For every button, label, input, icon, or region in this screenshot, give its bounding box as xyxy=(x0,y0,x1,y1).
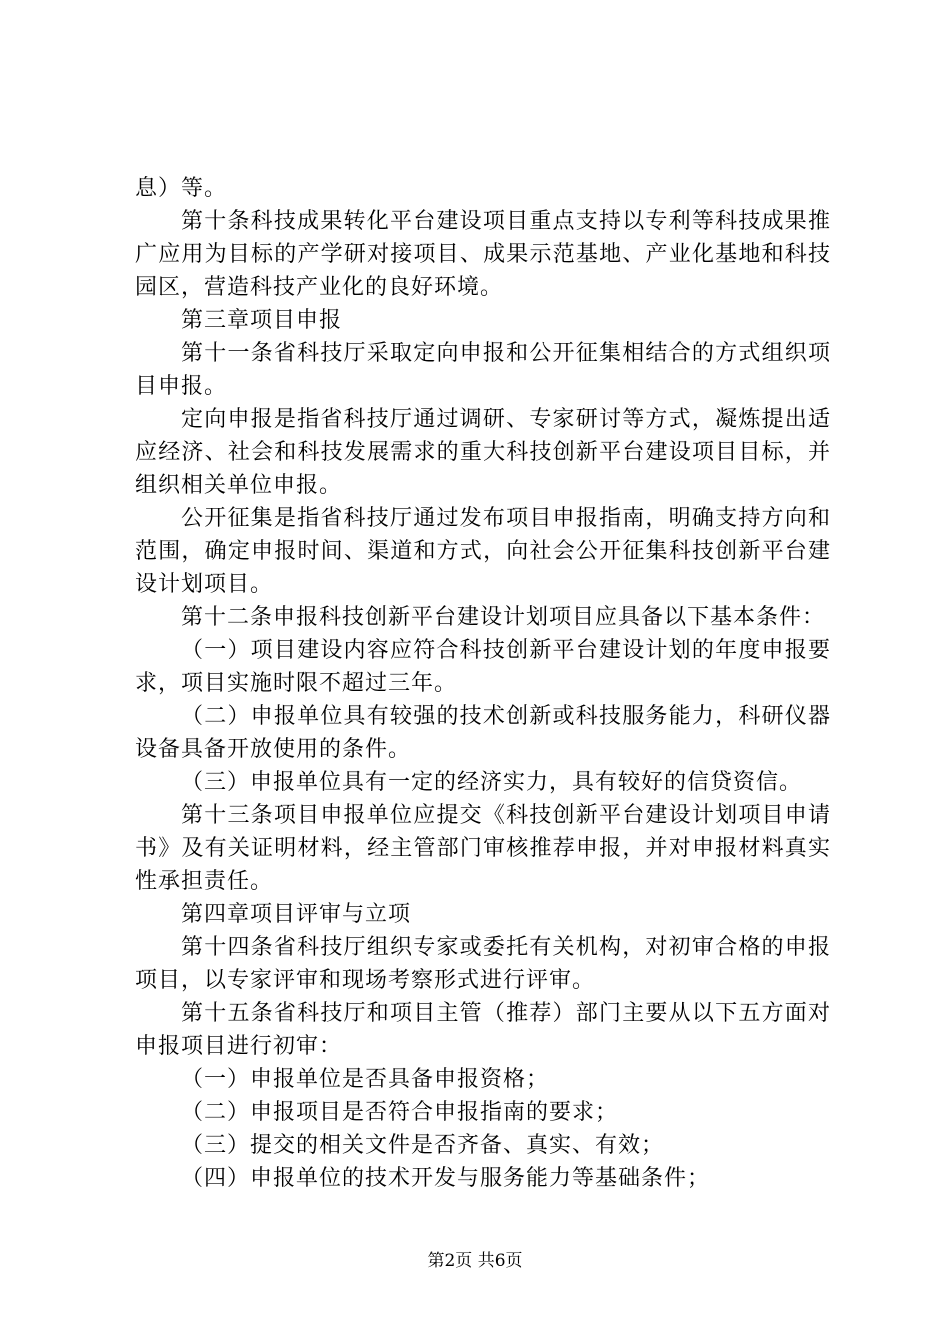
paragraph: 第十条科技成果转化平台建设项目重点支持以专利等科技成果推广应用为目标的产学研对接项目、成果示范基地、产业化基地和科技园区，营造科技产业化的良好环境。 xyxy=(135,209,831,300)
chapter-heading: 第四章项目评审与立项 xyxy=(181,902,412,927)
paragraph: （一）申报单位是否具备申报资格； xyxy=(181,1067,550,1092)
chapter-heading: 第三章项目申报 xyxy=(181,308,343,333)
paragraph: 定向申报是指省科技厅通过调研、专家研讨等方式，凝炼提出适应经济、社会和科技发展需求的重大科技创新平台建设项目目标，并组织相关单位申报。 xyxy=(135,407,831,498)
paragraph: 第十一条省科技厅采取定向申报和公开征集相结合的方式组织项目申报。 xyxy=(135,341,831,399)
paragraph: （二）申报项目是否符合申报指南的要求； xyxy=(181,1100,619,1125)
document-body xyxy=(135,172,831,1195)
paragraph: 息）等。 xyxy=(135,176,228,201)
paragraph: 第十五条省科技厅和项目主管（推荐）部门主要从以下五方面对申报项目进行初审： xyxy=(135,1001,831,1059)
paragraph: （四）申报单位的技术开发与服务能力等基础条件； xyxy=(181,1166,711,1191)
paragraph: 第十四条省科技厅组织专家或委托有关机构，对初审合格的申报项目，以专家评审和现场考察形式进行评审。 xyxy=(135,935,831,993)
paragraph: （二）申报单位具有较强的技术创新或科技服务能力，科研仪器设备具备开放使用的条件。 xyxy=(135,704,831,762)
paragraph: （三）申报单位具有一定的经济实力，具有较好的信贷资信。 xyxy=(181,770,803,795)
page-footer: 第2页 共6页 xyxy=(427,1251,523,1271)
paragraph: 第十三条项目申报单位应提交《科技创新平台建设计划项目申请书》及有关证明材料，经主管部门审核推荐申报，并对申报材料真实性承担责任。 xyxy=(135,803,831,894)
paragraph: 公开征集是指省科技厅通过发布项目申报指南，明确支持方向和范围，确定申报时间、渠道和方式，向社会公开征集科技创新平台建设计划项目。 xyxy=(135,506,831,597)
paragraph: 第十二条申报科技创新平台建设计划项目应具备以下基本条件： xyxy=(181,605,826,630)
paragraph: （一）项目建设内容应符合科技创新平台建设计划的年度申报要求，项目实施时限不超过三年。 xyxy=(135,638,831,696)
paragraph: （三）提交的相关文件是否齐备、真实、有效； xyxy=(181,1133,665,1158)
